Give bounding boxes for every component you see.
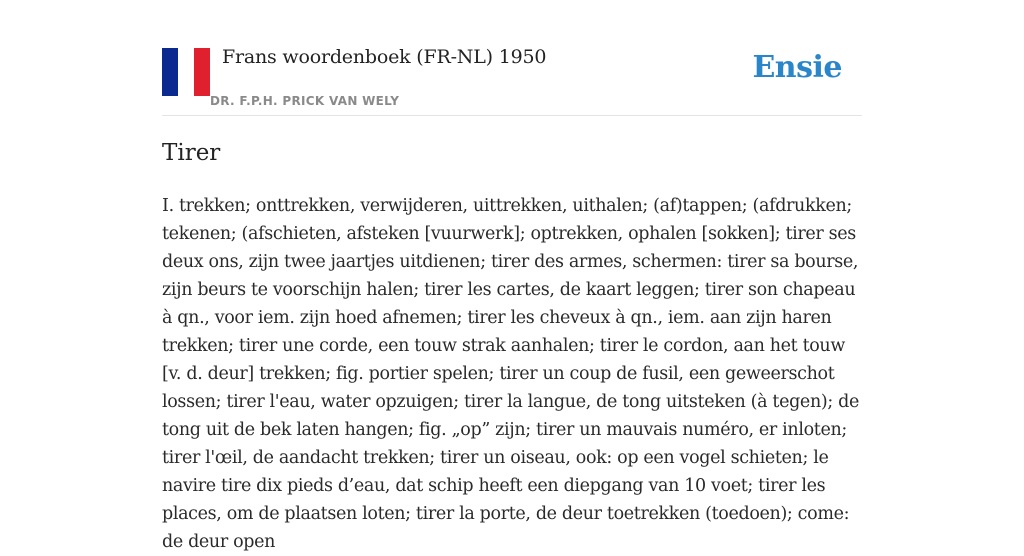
author-name: DR. F.P.H. PRICK VAN WELY — [210, 94, 400, 108]
flag-band-white — [178, 48, 194, 96]
entry-headword: Tirer — [162, 140, 221, 166]
flag-band-blue — [162, 48, 178, 96]
entry-definition: I. trekken; onttrekken, verwijderen, uittrekken, uithalen; (af)tappen; (afdrukken; tekenen; (afschieten, afsteken [vuurwerk]; optrekken, ophalen [sokken]; tirer ses deux ons, zijn twee jaartjes uitdienen; tirer des armes, schermen: tirer sa bourse, zijn beurs te voorschijn halen; tirer les cartes, de kaart leggen; tirer son chapeau à qn., voor iem. zijn hoed afnemen; tirer les cheveux à qn., iem. aan zijn haren trekken; tirer une corde, een touw strak aanhalen; tirer le cordon, aan het touw [v. d. deur] trekken; fig. portier spelen; tirer un coup de fusil, een geweerschot lossen; tirer l'eau, water opzuigen; tirer la langue, de tong uitsteken (à tegen); de tong uit de bek laten hangen; fig. „op” zijn; tirer un mauvais numéro, er inloten; tirer l'œil, de aandacht trekken; tirer un oiseau, ook: op een vogel schieten; le navire tire dix pieds d’eau, dat schip heeft een diepgang van 10 voet; tirer les places, om de plaatsen loten; tirer la porte, de deur toetrekken (toedoen); come: de deur open — [162, 196, 859, 552]
french-flag-icon — [162, 48, 210, 96]
dictionary-header — [162, 44, 862, 116]
flag-band-red — [194, 48, 210, 96]
ensie-logo-link[interactable]: Ensie — [752, 50, 842, 85]
book-title-link[interactable]: Frans woordenboek (FR-NL) 1950 — [222, 46, 547, 68]
